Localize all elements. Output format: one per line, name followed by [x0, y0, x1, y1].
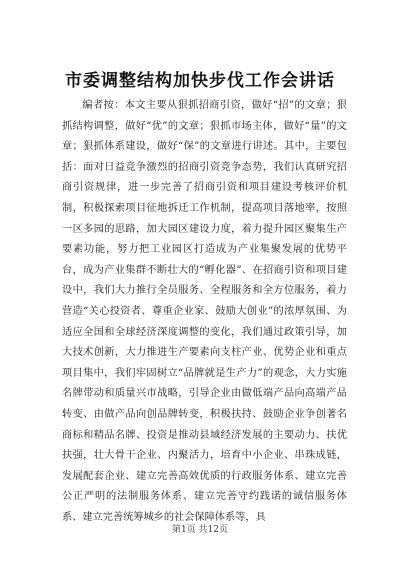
document-body: 编者按：本文主要从狠抓招商引资，做好“招”的文章；狠抓结构调整，做好“优”的文章；狠抓市场主体，做好“量”的文章；狠抓体系建设，做好“保”的文章进行讲述。其中，主要包括：面对日益竞争激烈的招商引资竞争态势，我们认真研究招商引资规律，进一步完善了招商引资和项目建设考核评价机制，积极探索项目征地拆迁工作机制，提高项目落地率，按照一区多园的思路，加大园区建设力度，着力提升园区聚集生产要素功能，努力把工业园区打造成为产业集聚发展的优势平台，成为产业集群不断壮大的“孵化器”、在招商引资和项目建设中，我们大力推行全员服务、全程服务和全方位服务，着力营造“关心投资者、尊重企业家、鼓励大创业”的浓厚氛围、为适应全国和全球经济深度调整的变化，我们通过政策引导，加大技术创新，大力推进生产要素向支柱产业、优势企业和重点项目集中，我们牢固树立“品牌就是生产力”的观念，大力实施名牌带动和质量兴市战略，引导企业由做低端产品向高端产品转变、由做产品向创品牌转变，积极扶持、鼓励企业争创著名商标和精品名牌、投资是推动县域经济发展的主要动力、扶优扶强，壮大骨干企业、内聚活力，培育中小企业、串珠成链，发展配套企业、建立完善高效优质的行政服务体系、建立完善公正严明的法制服务体系、建立完善守约践诺的诚信服务体系、建立完善统筹城乡的社会保障体系等，具: [62, 100, 347, 523]
document-title: 市委调整结构加快步伐工作会讲话: [65, 71, 335, 91]
page-footer: 第1页 共12页: [171, 525, 229, 535]
